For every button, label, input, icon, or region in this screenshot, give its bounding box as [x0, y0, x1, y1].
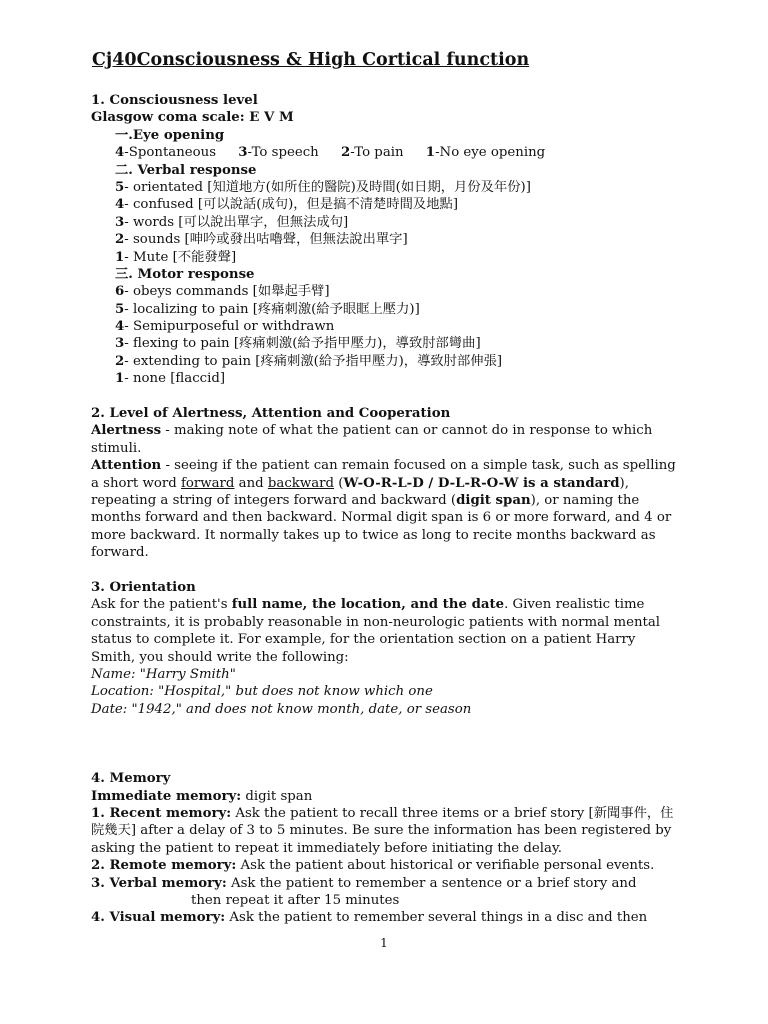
eye-item: 4-Spontaneous	[115, 145, 217, 161]
orientation-paragraph: Ask for the patient's full name, the location, and the date. Given realistic time constraints, it is probably reasonable in non-neurologic patients with normal mental status to complete it. For example, for the orientation section on a patient Harry Smith, you should write the following:	[91, 597, 661, 665]
gcs-label: Glasgow coma scale	[91, 110, 240, 126]
orientation-name: Name: "Harry Smith"	[91, 667, 236, 683]
verbal-memory: 3. Verbal memory: Ask the patient to remember a sentence or a brief story and	[91, 875, 637, 891]
verbal-item: 4- confused [可以說話(成句)，但是搞不清楚時間及地點]	[115, 197, 459, 213]
motor-item: 4- Semipurposeful or withdrawn	[115, 319, 335, 335]
visual-memory: 4. Visual memory: Ask the patient to remember several things in a disc and then	[91, 910, 648, 926]
section-heading-alertness: 2. Level of Alertness, Attention and Cooperation	[91, 406, 451, 422]
verbal-item: 5- orientated [知道地方(如所住的醫院)及時間(如日期，月份及年份)]	[115, 179, 531, 195]
gcs-line	[91, 109, 681, 126]
verbal-item: 1- Mute [不能發聲]	[115, 249, 237, 265]
alertness-paragraph: Alertness - making note of what the patient can or cannot do in response to which stimuli.	[91, 423, 653, 456]
verbal-item: 3- words [可以說出單字，但無法成句]	[115, 214, 349, 230]
motor-item: 2- extending to pain [疼痛刺激(給予指甲壓力)，導致肘部伸張]	[115, 353, 503, 369]
page-number: 1	[380, 936, 388, 950]
section-heading-consciousness: 1. Consciousness level	[91, 93, 258, 108]
section-heading-memory: 4. Memory	[91, 771, 171, 787]
remote-memory: 2. Remote memory: Ask the patient about historical or verifiable personal events.	[91, 858, 655, 874]
motor-response-heading: 三. Motor response	[115, 266, 255, 282]
attention-paragraph: Attention - seeing if the patient can remain focused on a simple task, such as spelling a short word forward and backward (W-O-R-L-D / D-L-R-O-W is a standard), repeating a string of integers forward and backward (digit span), or naming the months forward and then backward. Normal digit span is 6 or more forward, and 4 or more backward. It normally takes up to twice as long to recite months backward as forward.	[91, 458, 676, 561]
immediate-memory: Immediate memory: digit span	[91, 788, 313, 804]
eye-opening-heading: 一.Eye opening	[115, 127, 225, 143]
motor-item: 3- flexing to pain [疼痛刺激(給予指甲壓力)，導致肘部彎曲]	[115, 336, 481, 352]
section-heading-orientation: 3. Orientation	[91, 580, 196, 596]
eye-item: 2-To pain	[340, 145, 404, 161]
orientation-date: Date: "1942," and does not know month, date, or season	[91, 701, 472, 717]
motor-item: 1- none [flaccid]	[115, 371, 226, 387]
page-title: Cj40Consciousness & High Cortical function	[92, 50, 530, 70]
gcs-value: : E V M	[239, 110, 294, 126]
orientation-location: Location: "Hospital," but does not know which one	[91, 684, 433, 700]
verbal-memory-continued: then repeat it after 15 minutes	[191, 893, 400, 909]
motor-item: 6- obeys commands [如舉起手臂]	[115, 284, 330, 300]
verbal-item: 2- sounds [呻吟或發出咕嚕聲，但無法說出單字]	[115, 232, 408, 248]
motor-item: 5- localizing to pain [疼痛刺激(給予眼眶上壓力)]	[115, 301, 420, 317]
document-body	[91, 92, 681, 927]
eye-item: 1-No eye opening	[425, 145, 546, 161]
eye-item: 3-To speech	[238, 145, 319, 161]
eye-opening-items	[91, 144, 681, 161]
recent-memory: 1. Recent memory: Ask the patient to recall three items or a brief story [新聞事件，住院幾天] after a delay of 3 to 5 minutes. Be sure the information has been registered by asking the patient to repeat it immediately before initiating the delay.	[91, 806, 674, 856]
verbal-response-heading: 二. Verbal response	[115, 162, 257, 178]
